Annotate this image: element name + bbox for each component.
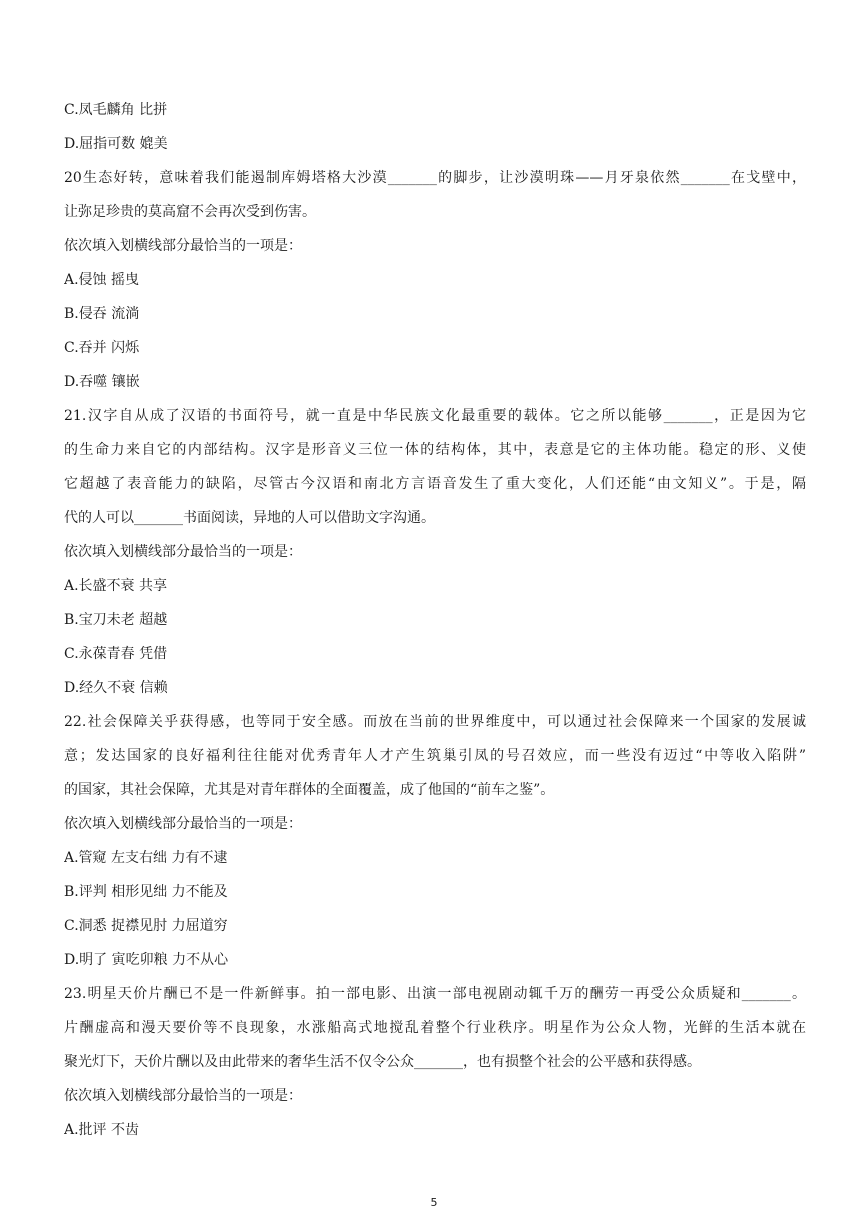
question-21-instruction: 依次填入划横线部分最恰当的一项是： — [64, 544, 302, 560]
question-22-line-2: 意；发达国家的良好福利往往能对优秀青年人才产生筑巢引凤的号召效应，而一些没有迈过“中等收入陷阱” — [64, 748, 806, 764]
option-b-q21: B.宝刀未老 超越 — [64, 612, 168, 628]
option-b-q22: B.评判 相形见绌 力不能及 — [64, 884, 228, 900]
question-21-line-1: 21.汉字自从成了汉语的书面符号，就一直是中华民族文化最重要的载体。它之所以能够_______，正是因为它 — [64, 408, 806, 424]
option-a-q23: A.批评 不齿 — [64, 1122, 140, 1138]
page-number: 5 — [430, 1196, 438, 1209]
question-20-line-1: 20生态好转，意味着我们能遏制库姆塔格大沙漠_______的脚步，让沙漠明珠——月牙泉依然_______在戈壁中， — [64, 170, 806, 186]
option-c-q19: C.凤毛麟角 比拼 — [64, 102, 168, 118]
option-c-q20: C.吞并 闪烁 — [64, 340, 140, 356]
option-c-q22: C.洞悉 捉襟见肘 力屈道穷 — [64, 918, 228, 934]
option-d-q21: D.经久不衰 信赖 — [64, 680, 168, 696]
option-d-q22: D.明了 寅吃卯粮 力不从心 — [64, 952, 229, 968]
option-a-q22: A.管窥 左支右绌 力有不逮 — [64, 850, 228, 866]
question-20-instruction: 依次填入划横线部分最恰当的一项是： — [64, 238, 302, 254]
question-23-line-3: 聚光灯下，天价片酬以及由此带来的奢华生活不仅令公众_______，也有损整个社会的公平感和获得感。 — [64, 1054, 701, 1070]
question-21-line-2: 的生命力来自它的内部结构。汉字是形音义三位一体的结构体，其中，表意是它的主体功能。稳定的形、义使 — [64, 442, 806, 458]
question-23-line-2: 片酬虚高和漫天要价等不良现象，水涨船高式地搅乱着整个行业秩序。明星作为公众人物，光鲜的生活本就在 — [64, 1020, 806, 1036]
option-a-q20: A.侵蚀 摇曳 — [64, 272, 140, 288]
option-c-q21: C.永葆青春 凭借 — [64, 646, 168, 662]
question-20-line-2: 让弥足珍贵的莫高窟不会再次受到伤害。 — [64, 204, 316, 220]
question-22-instruction: 依次填入划横线部分最恰当的一项是： — [64, 816, 302, 832]
option-b-q20: B.侵吞 流淌 — [64, 306, 140, 322]
question-21-line-3: 它超越了表音能力的缺陷，尽管古今汉语和南北方言语音发生了重大变化，人们还能“由文知义”。于是，隔 — [64, 476, 806, 492]
question-23-instruction: 依次填入划横线部分最恰当的一项是： — [64, 1088, 302, 1104]
page-content — [64, 93, 806, 1147]
question-22-line-3: 的国家，其社会保障，尤其是对青年群体的全面覆盖，成了他国的“前车之鉴”。 — [64, 782, 555, 798]
question-23-line-1: 23.明星天价片酬已不是一件新鲜事。拍一部电影、出演一部电视剧动辄千万的酬劳一再受公众质疑和_______。 — [64, 986, 806, 1002]
option-d-q19: D.屈指可数 媲美 — [64, 136, 168, 152]
option-a-q21: A.长盛不衰 共享 — [64, 578, 168, 594]
question-22-line-1: 22.社会保障关乎获得感，也等同于安全感。而放在当前的世界维度中，可以通过社会保障来一个国家的发展诚 — [64, 714, 806, 730]
question-21-line-4: 代的人可以_______书面阅读，异地的人可以借助文字沟通。 — [64, 510, 435, 526]
option-d-q20: D.吞噬 镶嵌 — [64, 374, 140, 390]
